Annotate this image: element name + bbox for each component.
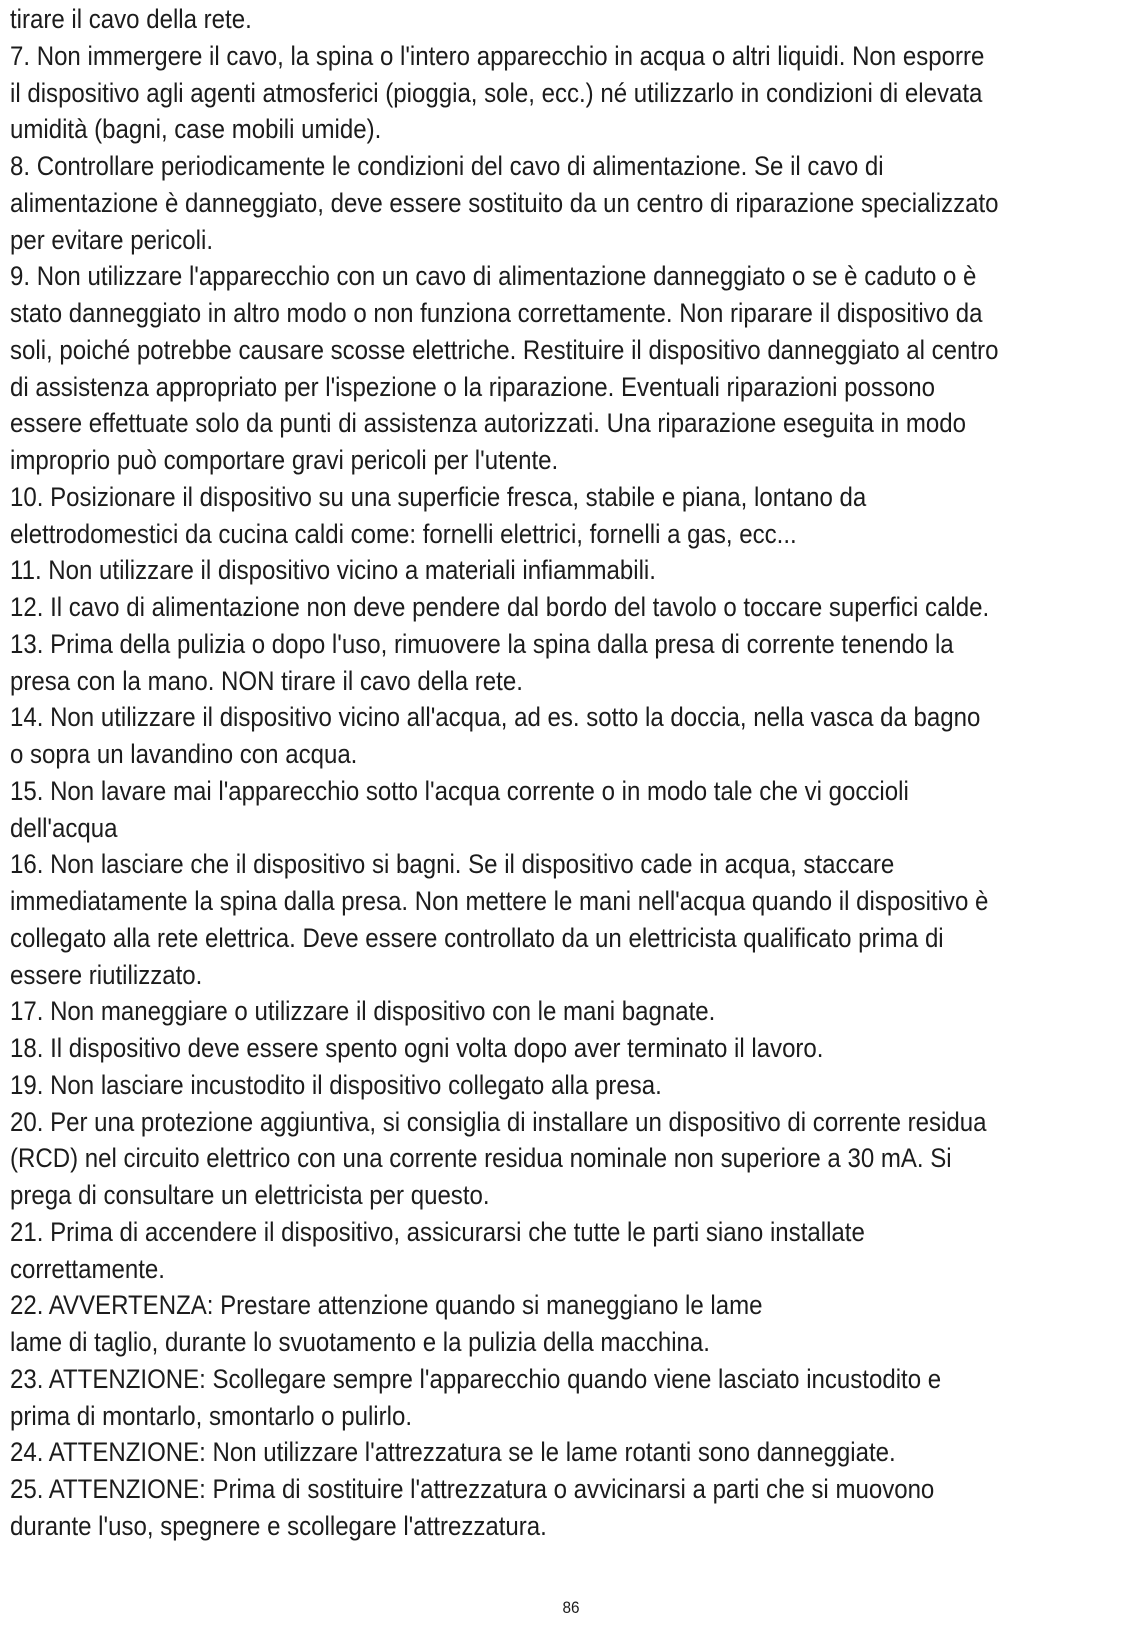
text-line: il dispositivo agli agenti atmosferici (pioggia, sole, ecc.) né utilizzarlo in condizioni di elevata [10,77,983,108]
text-line: 19. Non lasciare incustodito il dispositivo collegato alla presa. [10,1069,662,1100]
text-line: 23. ATTENZIONE: Scollegare sempre l'apparecchio quando viene lasciato incustodito e [10,1363,942,1394]
text-line: prima di montarlo, smontarlo o pulirlo. [10,1400,413,1431]
text-line: 12. Il cavo di alimentazione non deve pendere dal bordo del tavolo o toccare superfici calde. [10,592,990,622]
text-line: presa con la mano. NON tirare il cavo della rete. [10,665,523,696]
text-line: collegato alla rete elettrica. Deve essere controllato da un elettricista qualificato prima di [10,922,944,953]
text-line: essere riutilizzato. [10,959,203,990]
text-line: correttamente. [10,1253,165,1284]
text-line: 24. ATTENZIONE: Non utilizzare l'attrezzatura se le lame rotanti sono danneggiate. [10,1437,896,1468]
text-line: 16. Non lasciare che il dispositivo si bagni. Se il dispositivo cade in acqua, staccare [10,849,895,880]
text-line: durante l'uso, spegnere e scollegare l'attrezzatura. [10,1510,547,1541]
text-line: stato danneggiato in altro modo o non funziona correttamente. Non riparare il dispositivo da [10,298,983,328]
text-line: (RCD) nel circuito elettrico con una corrente residua nominale non superiore a 30 mA. Si [10,1143,952,1174]
text-line: 8. Controllare periodicamente le condizioni del cavo di alimentazione. Se il cavo di [10,151,884,181]
text-line: 15. Non lavare mai l'apparecchio sotto l'acqua corrente o in modo tale che vi goccioli [10,775,909,806]
text-line: 7. Non immergere il cavo, la spina o l'intero apparecchio in acqua o altri liquidi. Non esporre [10,40,985,71]
text-line: lame di taglio, durante lo svuotamento e la pulizia della macchina. [10,1327,710,1357]
text-line: 25. ATTENZIONE: Prima di sostituire l'attrezzatura o avvicinarsi a parti che si muovono [10,1474,935,1504]
text-line: 9. Non utilizzare l'apparecchio con un cavo di alimentazione danneggiato o se è caduto o è [10,261,977,292]
text-line: elettrodomestici da cucina caldi come: fornelli elettrici, fornelli a gas, ecc... [10,518,797,549]
text-line: di assistenza appropriato per l'ispezione o la riparazione. Eventuali riparazioni possono [10,371,935,402]
text-line: prega di consultare un elettricista per questo. [10,1180,490,1210]
text-line: essere effettuate solo da punti di assistenza autorizzati. Una riparazione eseguita in modo [10,408,966,439]
safety-instructions-text [10,1,1131,1545]
text-line: soli, poiché potrebbe causare scosse elettriche. Restituire il dispositivo danneggiato al centro [10,334,999,365]
text-line: 10. Posizionare il dispositivo su una superficie fresca, stabile e piana, lontano da [10,481,867,512]
text-line: immediatamente la spina dalla presa. Non mettere le mani nell'acqua quando il dispositivo è [10,886,989,916]
text-line: alimentazione è danneggiato, deve essere sostituito da un centro di riparazione specializzato [10,187,999,218]
text-line: o sopra un lavandino con acqua. [10,739,358,769]
text-line: improprio può comportare gravi pericoli per l'utente. [10,445,559,475]
text-line: 14. Non utilizzare il dispositivo vicino all'acqua, ad es. sotto la doccia, nella vasca da bagno [10,702,981,733]
page-number: 86 [562,1598,580,1617]
text-line: 13. Prima della pulizia o dopo l'uso, rimuovere la spina dalla presa di corrente tenendo la [10,628,954,659]
text-line: 18. Il dispositivo deve essere spento ogni volta dopo aver terminato il lavoro. [10,1033,824,1063]
text-line: 20. Per una protezione aggiuntiva, si consiglia di installare un dispositivo di corrente residua [10,1106,987,1137]
text-line: 22. AVVERTENZA: Prestare attenzione quando si maneggiano le lame [10,1290,763,1321]
text-line: per evitare pericoli. [10,224,214,255]
text-line: dell'acqua [10,812,118,843]
text-line: tirare il cavo della rete. [10,4,252,34]
text-line: 11. Non utilizzare il dispositivo vicino a materiali infiammabili. [10,555,656,586]
text-line: 21. Prima di accendere il dispositivo, assicurarsi che tutte le parti siano installate [10,1216,865,1247]
text-line: umidità (bagni, case mobili umide). [10,114,382,145]
text-line: 17. Non maneggiare o utilizzare il dispositivo con le mani bagnate. [10,996,716,1027]
